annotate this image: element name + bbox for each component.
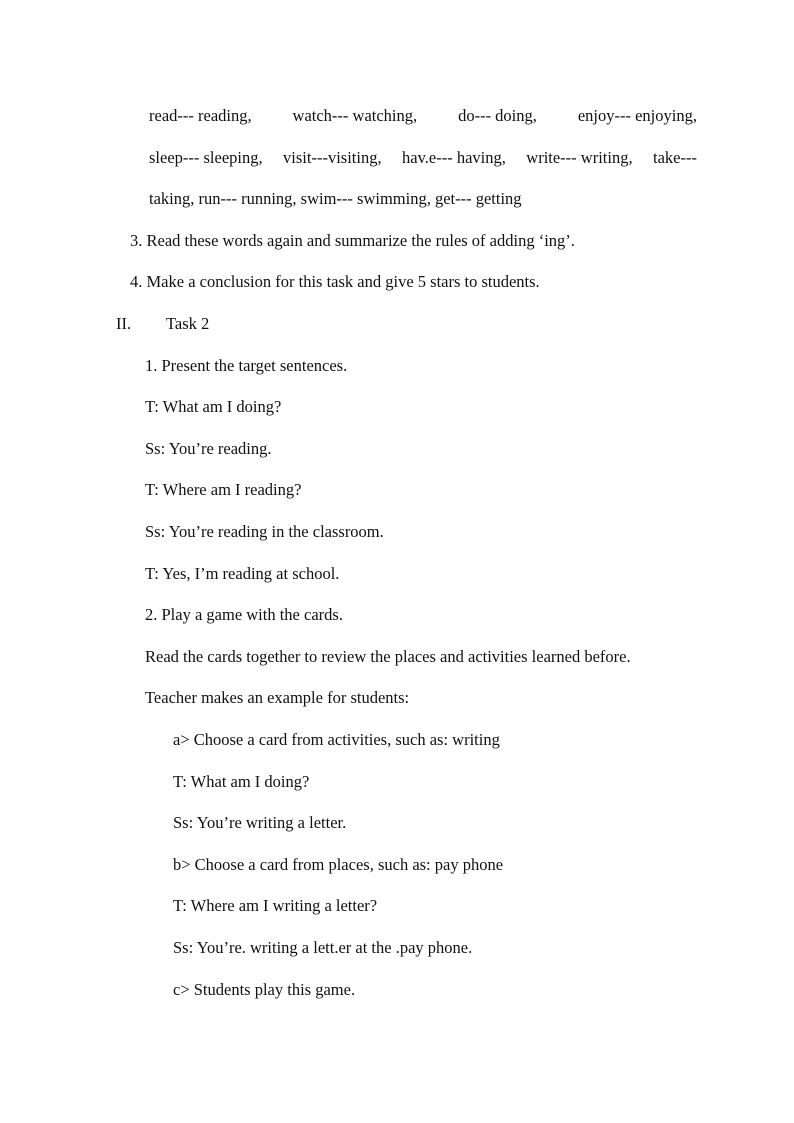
word-pair: take--- bbox=[653, 148, 697, 167]
step-4: 4. Make a conclusion for this task and give 5 stars to students. bbox=[130, 272, 540, 291]
task2-step-1: 1. Present the target sentences. bbox=[145, 356, 348, 375]
word-pair: read--- reading, bbox=[149, 106, 252, 125]
game-line: a> Choose a card from activities, such as: writing bbox=[173, 730, 500, 749]
game-line: b> Choose a card from places, such as: pay phone bbox=[173, 855, 504, 874]
word-list-line-1 bbox=[149, 106, 697, 126]
game-line: Ss: You’re writing a letter. bbox=[173, 813, 347, 832]
dialogue-line: Ss: You’re reading in the classroom. bbox=[145, 522, 384, 541]
word-pair: enjoy--- enjoying, bbox=[577, 106, 697, 125]
game-line: c> Students play this game. bbox=[173, 980, 356, 999]
word-list-line-3: taking, run--- running, swim--- swimming, get--- getting bbox=[149, 189, 522, 208]
dialogue-line: Ss: You’re reading. bbox=[145, 439, 272, 458]
word-pair: write--- writing, bbox=[526, 148, 633, 167]
word-pair: sleep--- sleeping, bbox=[149, 148, 263, 167]
word-pair: visit---visiting, bbox=[283, 148, 382, 167]
example-intro: Teacher makes an example for students: bbox=[145, 688, 410, 707]
game-line: T: Where am I writing a letter? bbox=[173, 896, 378, 915]
dialogue-line: T: What am I doing? bbox=[145, 397, 282, 416]
section-heading: Task 2 bbox=[166, 314, 210, 333]
word-list-line-2 bbox=[149, 148, 697, 168]
word-pair: hav.e--- having, bbox=[402, 148, 506, 167]
section-numeral: II. bbox=[116, 314, 132, 333]
game-line: T: What am I doing? bbox=[173, 772, 310, 791]
review-instruction: Read the cards together to review the places and activities learned before. bbox=[145, 647, 631, 666]
dialogue-line: T: Yes, I’m reading at school. bbox=[145, 564, 340, 583]
game-line: Ss: You’re. writing a lett.er at the .pay phone. bbox=[173, 938, 473, 957]
dialogue-line: T: Where am I reading? bbox=[145, 480, 302, 499]
word-pair: do--- doing, bbox=[458, 106, 537, 125]
step-3: 3. Read these words again and summarize the rules of adding ‘ing’. bbox=[130, 231, 575, 250]
word-pair: watch--- watching, bbox=[292, 106, 418, 125]
task2-step-2: 2. Play a game with the cards. bbox=[145, 605, 343, 624]
